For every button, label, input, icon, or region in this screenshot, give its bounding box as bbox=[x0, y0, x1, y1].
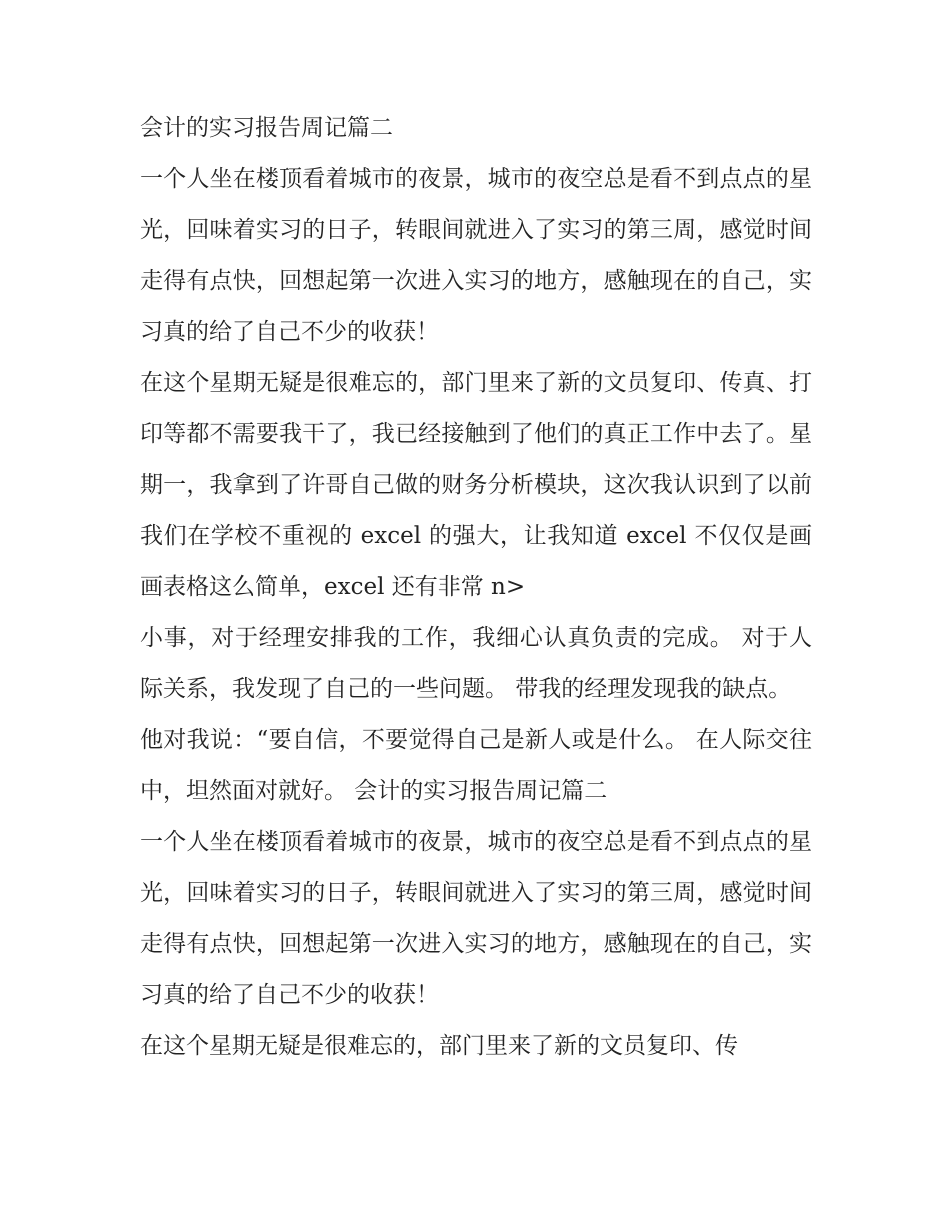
paragraph: 在这个星期无疑是很难忘的，部门里来了新的文员复印、传真、打印等都不需要我干了，我已经接触到了他们的真正工作中去了。星期一，我拿到了许哥自己做的财务分析模块，这次我认识到了以前我们在学校不重视的 excel 的强大，让我知道 excel 不仅仅是画画表格这么简单，excel 还有非常 n> bbox=[140, 370, 812, 600]
paragraph: 一个人坐在楼顶看着城市的夜景，城市的夜空总是看不到点点的星光，回味着实习的日子，转眼间就进入了实习的第三周，感觉时间走得有点快，回想起第一次进入实习的地方，感触现在的自己，实习真的给了自己不少的收获！ bbox=[140, 166, 812, 345]
document-body bbox=[140, 103, 812, 1072]
paragraph-title: 会计的实习报告周记篇二 bbox=[140, 115, 393, 141]
paragraph: 一个人坐在楼顶看着城市的夜景，城市的夜空总是看不到点点的星光，回味着实习的日子，转眼间就进入了实习的第三周，感觉时间走得有点快，回想起第一次进入实习的地方，感触现在的自己，实习真的给了自己不少的收获！ bbox=[140, 829, 812, 1008]
paragraph: 小事，对于经理安排我的工作，我细心认真负责的完成。 对于人际关系，我发现了自己的一些问题。 带我的经理发现我的缺点。 bbox=[140, 625, 812, 702]
paragraph: 在这个星期无疑是很难忘的，部门里来了新的文员复印、传 bbox=[140, 1033, 738, 1059]
paragraph: 他对我说：“要自信，不要觉得自己是新人或是什么。 在人际交往中，坦然面对就好。 会计的实习报告周记篇二 bbox=[140, 727, 812, 804]
